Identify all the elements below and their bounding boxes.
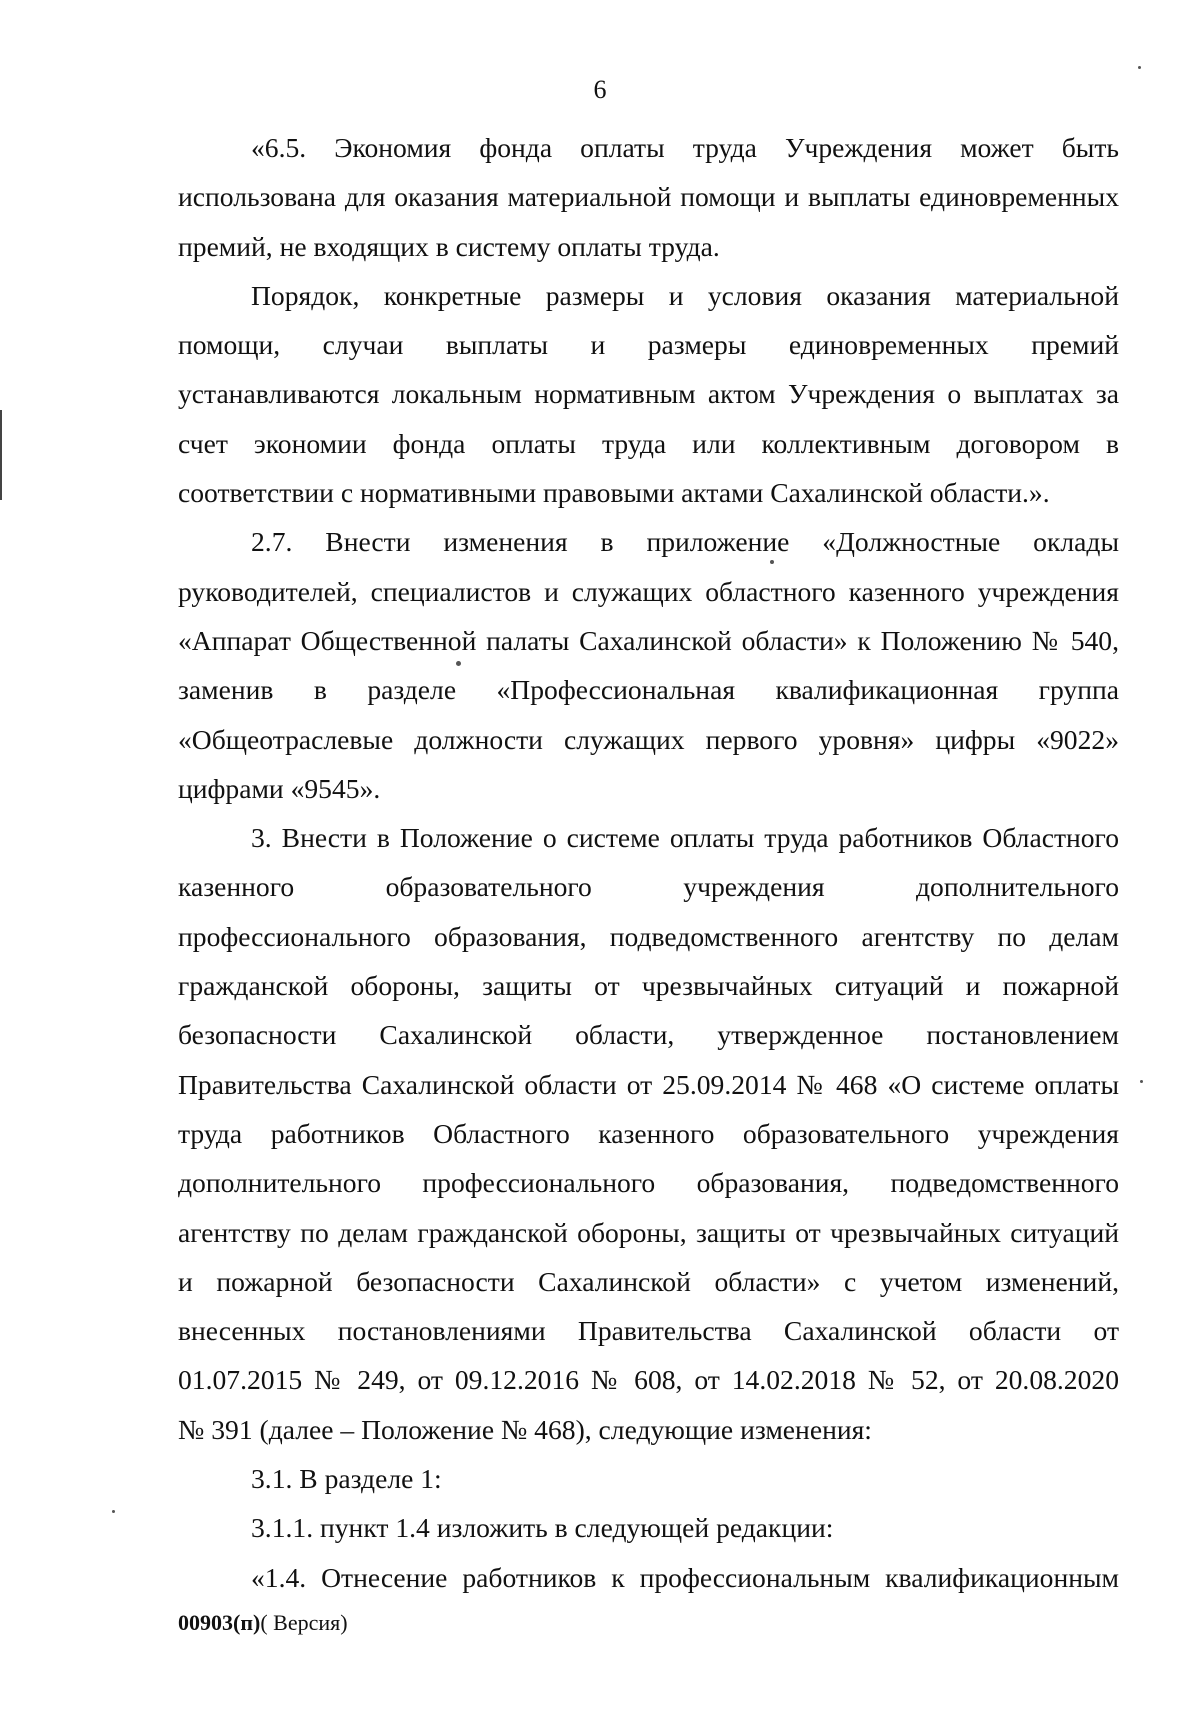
footer-code — [178, 1609, 348, 1637]
text-line: безопасности Сахалинской области, утвержденное постановлением — [178, 1019, 1119, 1051]
text-line: Правительства Сахалинской области от 25.09.2014 № 468 «О системе оплаты — [178, 1068, 1119, 1100]
document-code: 00903(п) — [178, 1610, 261, 1635]
text-line: «Аппарат Общественной палаты Сахалинской области» к Положению № 540, — [178, 624, 1119, 656]
document-body — [178, 123, 1119, 1602]
scan-speck — [1140, 1080, 1143, 1083]
text-line: казенного образовательного учреждения дополнительного — [178, 871, 1119, 903]
text-line: 2.7. Внести изменения в приложение «Должностные оклады — [251, 526, 1119, 558]
text-line: использована для оказания материальной помощи и выплаты единовременных — [178, 181, 1119, 213]
text-line: агентству по делам гражданской обороны, защиты от чрезвычайных ситуаций — [178, 1216, 1119, 1248]
text-line: «6.5. Экономия фонда оплаты труда Учреждения может быть — [251, 132, 1119, 163]
page-number: 6 — [593, 75, 607, 104]
text-line: «1.4. Отнесение работников к профессиональным квалификационным — [251, 1561, 1119, 1593]
text-line: и пожарной безопасности Сахалинской области» с учетом изменений, — [178, 1265, 1119, 1297]
text-line: 3.1.1. пункт 1.4 изложить в следующей редакции: — [251, 1512, 834, 1544]
text-line: 3.1. В разделе 1: — [251, 1463, 442, 1495]
scan-speck — [112, 1510, 115, 1513]
text-line: заменив в разделе «Профессиональная квалификационная группа — [178, 674, 1119, 706]
text-line: соответствии с нормативными правовыми актами Сахалинской области.». — [178, 477, 1050, 509]
text-line: № 391 (далее – Положение № 468), следующие изменения: — [178, 1413, 872, 1445]
text-line: профессионального образования, подведомственного агентству по делам — [178, 920, 1119, 952]
text-line: гражданской обороны, защиты от чрезвычайных ситуаций и пожарной — [178, 970, 1119, 1002]
text-line: устанавливаются локальным нормативным актом Учреждения о выплатах за — [178, 378, 1119, 410]
scan-speck — [456, 661, 461, 666]
text-line: дополнительного профессионального образования, подведомственного — [178, 1167, 1119, 1199]
text-line: премий, не входящих в систему оплаты труда. — [178, 230, 720, 262]
text-line: счет экономии фонда оплаты труда или коллективным договором в — [178, 427, 1119, 459]
text-line: 01.07.2015 № 249, от 09.12.2016 № 608, от 14.02.2018 № 52, от 20.08.2020 — [178, 1364, 1119, 1396]
text-line: руководителей, специалистов и служащих областного казенного учреждения — [178, 575, 1119, 607]
scan-speck — [1138, 66, 1141, 69]
text-line: 3. Внести в Положение о системе оплаты труда работников Областного — [251, 822, 1119, 854]
scan-margin-mark — [0, 410, 2, 500]
text-line: помощи, случаи выплаты и размеры единовременных премий — [178, 329, 1119, 361]
text-line: труда работников Областного казенного образовательного учреждения — [178, 1117, 1119, 1149]
scan-speck — [770, 560, 774, 564]
document-version: ( Версия) — [260, 1610, 348, 1635]
text-line: внесенных постановлениями Правительства Сахалинской области от — [178, 1315, 1119, 1347]
text-line: Порядок, конкретные размеры и условия оказания материальной — [251, 279, 1119, 311]
text-line: «Общеотраслевые должности служащих первого уровня» цифры «9022» — [178, 723, 1119, 755]
text-line: цифрами «9545». — [178, 772, 381, 804]
